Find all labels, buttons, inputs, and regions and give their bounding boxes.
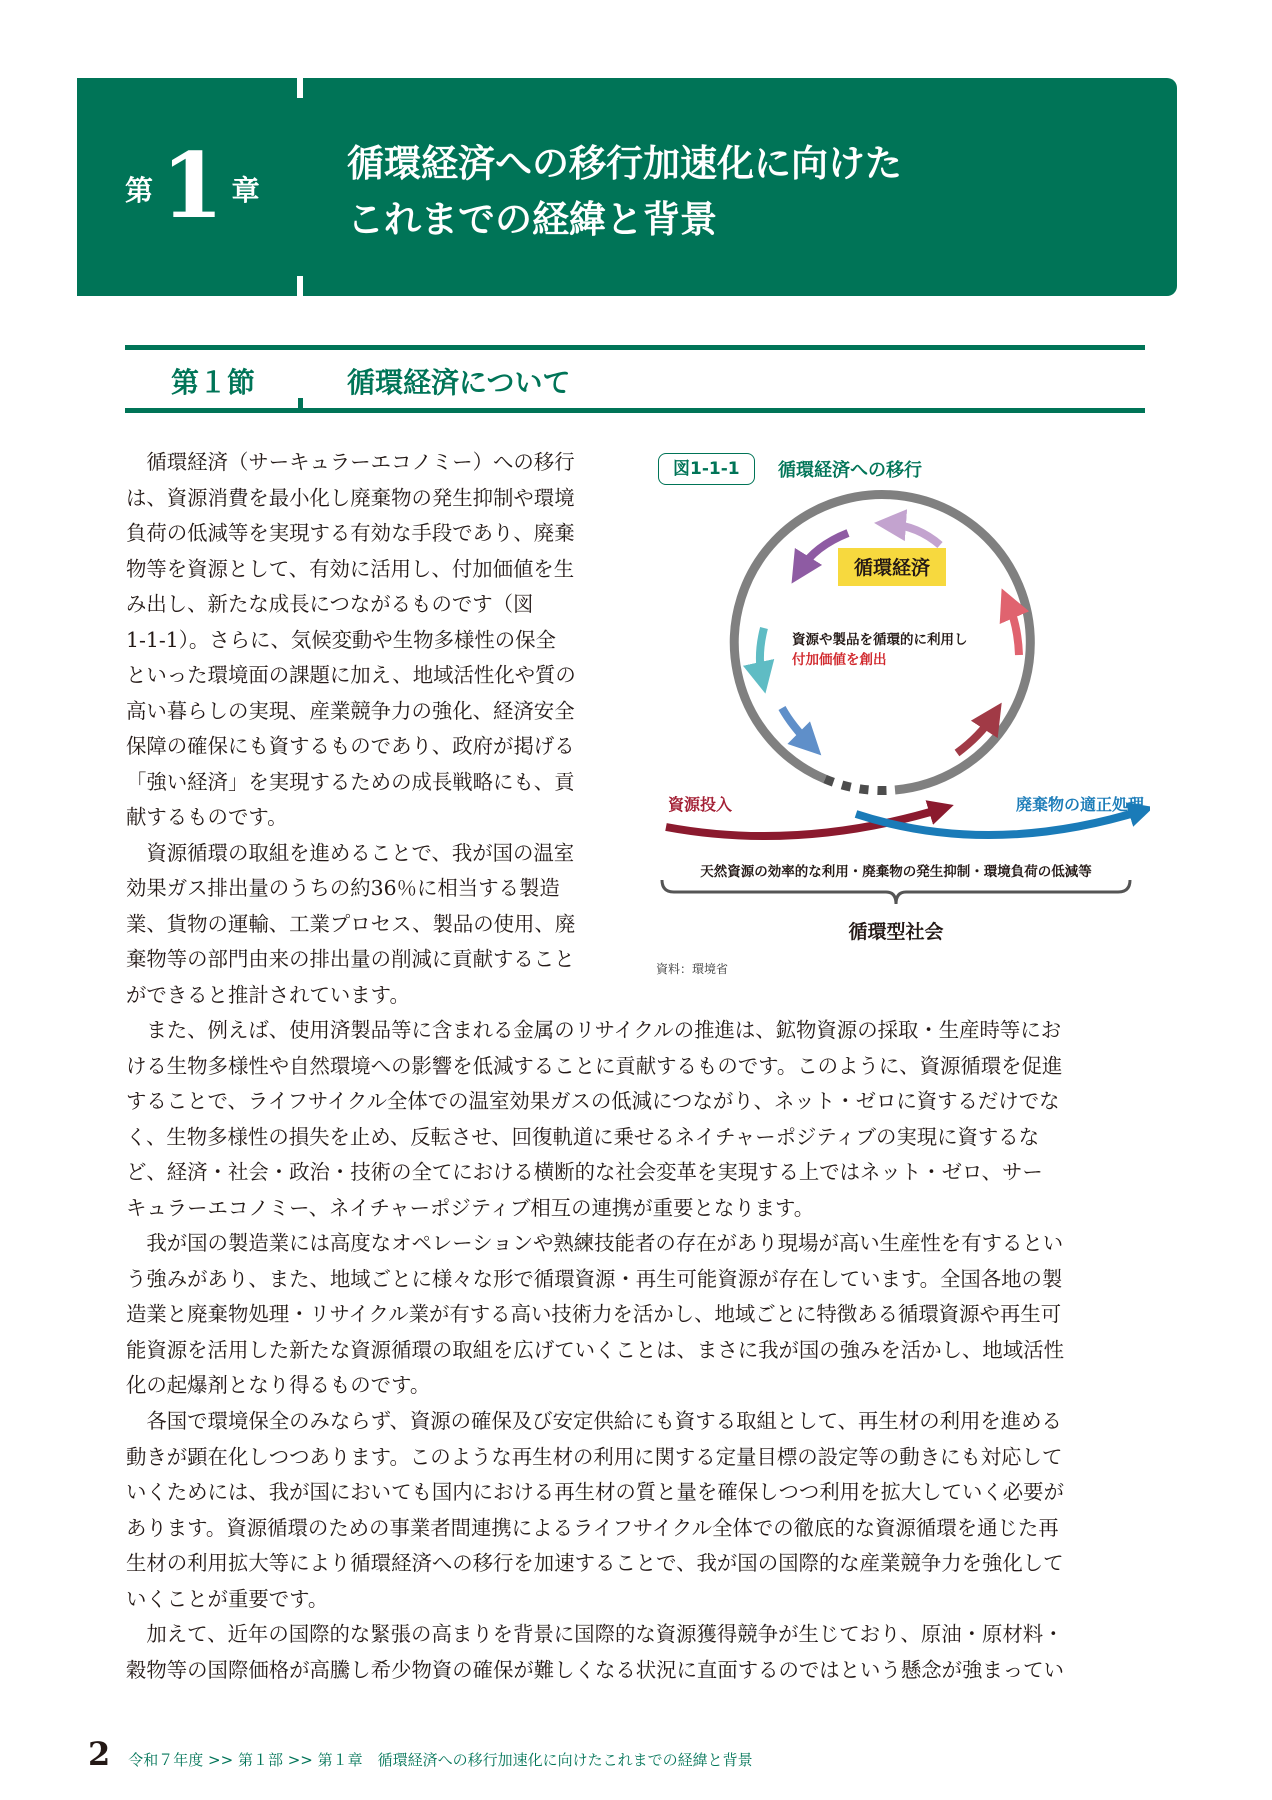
cycle-ring-gap: [825, 779, 895, 791]
text-line: う強みがあり、また、地域ごとに様々な形で循環資源・再生可能資源が存在しています。全国各地の製: [126, 1266, 1063, 1291]
text-line: 循環経済（サーキュラーエコノミー）への移行: [126, 450, 575, 474]
text-line: は、資源消費を最小化し廃棄物の発生抑制や環境: [126, 485, 575, 510]
text-line: く、生物多様性の損失を止め、反転させ、回復軌道に乗せるネイチャーポジティブの実現に資するな: [126, 1124, 1040, 1149]
text-line: 各国で環境保全のみならず、資源の確保及び安定供給にも資する取組として、再生材の利用を進める: [126, 1409, 1062, 1433]
body-paragraph-left: [126, 445, 611, 1013]
figure-1-1-1: [650, 448, 1150, 988]
chapter-prefix: 第: [125, 174, 154, 207]
cycle-arrow-icon: [1008, 603, 1019, 655]
text-line: といった環境面の課題に加え、地域活性化や質の: [126, 663, 576, 687]
section-rule: [125, 408, 1145, 413]
text-line: キュラーエコノミー、ネイチャーポジティブ相互の連携が重要となります。: [126, 1195, 815, 1220]
text-line: いくことが重要です。: [126, 1586, 329, 1611]
text-line: 我が国の製造業には高度なオペレーションや熟練技能者の存在があり現場が高い生産性を有するとい: [126, 1231, 1064, 1255]
input-label: 資源投入: [668, 795, 733, 814]
body-paragraph: [126, 1617, 1146, 1688]
section-number: 第１節: [171, 366, 256, 399]
breadcrumb: 令和７年度 >> 第１部 >> 第１章 循環経済への移行加速化に向けたこれまでの経緯と背景: [128, 1751, 753, 1769]
brace: [662, 880, 1130, 904]
text-line: いくためには、我が国においても国内における再生材の質と量を確保しつつ利用を拡大していく必要が: [126, 1480, 1064, 1504]
text-line: 動きが顕在化しつつあります。このような再生材の利用に関する定量目標の設定等の動きにも対応して: [126, 1444, 1063, 1469]
inner-text-1: 資源や製品を循環的に利用し: [792, 632, 968, 648]
text-line: 1-1-1）。さらに、気候変動や生物多様性の保全: [126, 627, 556, 652]
chapter-divider: [297, 78, 303, 98]
chapter-label: [125, 133, 260, 239]
bracket-text: 天然資源の効率的な利用・廃棄物の発生抑制・環境負荷の低減等: [700, 864, 1092, 880]
inner-text-2: 付加価値を創出: [792, 652, 887, 668]
cycle-arrow-icon: [890, 524, 940, 545]
chapter-divider: [297, 276, 303, 296]
text-line: あります。資源循環のための事業者間連携によるライフサイクル全体での徹底的な資源循環を通じた再: [126, 1515, 1059, 1540]
text-line: み出し、新たな成長につながるものです（図: [126, 592, 534, 616]
cycle-arrow-icon: [760, 628, 764, 678]
text-line: 穀物等の国際価格が高騰し希少物資の確保が難しくなる状況に直面するのではという懸念が強まってい: [126, 1657, 1064, 1682]
circular-economy-diagram: [650, 448, 1150, 968]
text-line: ける生物多様性や自然環境への影響を低減することに貢献するものです。このように、資源循環を促進: [126, 1053, 1063, 1078]
text-line: 能資源を活用した新たな資源循環の取組を広げていくことは、まさに我が国の強みを活かし、地域活性: [126, 1337, 1064, 1362]
body-paragraph: [126, 1404, 1146, 1617]
output-label: 廃棄物の適正処理: [1015, 795, 1144, 814]
section-tick: [298, 398, 303, 408]
text-line: 造業と廃棄物処理・リサイクル業が有する高い技術力を活かし、地域ごとに特徴ある循環資源や再生可: [126, 1302, 1062, 1326]
chapter-title: [347, 136, 902, 248]
figure-caption: 循環経済への移行: [778, 460, 922, 481]
text-line: 負荷の低減等を実現する有効な手段であり、廃棄: [126, 521, 575, 545]
center-label: 循環経済: [853, 557, 931, 579]
text-line: 効果ガス排出量のうちの約36％に相当する製造: [126, 876, 560, 900]
text-line: 資源循環の取組を進めることで、我が国の温室: [126, 840, 575, 865]
text-line: 高い暮らしの実現、産業競争力の強化、経済安全: [126, 698, 575, 723]
section-header: [125, 345, 1145, 413]
body-paragraph: [126, 1013, 1146, 1226]
text-line: 物等を資源として、有効に活用し、付加価値を生: [126, 556, 575, 581]
chapter-banner: [77, 78, 1177, 296]
text-line: 保障の確保にも資するものであり、政府が掲げる: [126, 734, 575, 758]
page-footer: [88, 1735, 753, 1773]
text-line: 棄物等の部門由来の排出量の削減に貢献すること: [126, 947, 575, 971]
text-line: また、例えば、使用済製品等に含まれる金属のリサイクルの推進は、鉱物資源の採取・生産時等にお: [126, 1018, 1062, 1042]
text-line: 献するものです。: [126, 805, 288, 829]
chapter-suffix: 章: [231, 174, 260, 207]
section-title: 循環経済について: [347, 366, 571, 399]
text-line: することで、ライフサイクル全体での温室効果ガスの低減につながり、ネット・ゼロに資するだけでな: [126, 1089, 1060, 1113]
figure-source: 資料：環境省: [656, 962, 729, 976]
text-line: 業、貨物の運輸、工業プロセス、製品の使用、廃: [126, 911, 576, 936]
figure-tag: 図1-1-1: [658, 453, 755, 485]
text-line: 「強い経済」を実現するための成長戦略にも、貢: [126, 769, 575, 794]
text-line: ど、経済・社会・政治・技術の全てにおける横断的な社会変革を実現する上ではネット・ゼロ、サー: [126, 1160, 1043, 1184]
chapter-title-line: これまでの経緯と背景: [347, 198, 717, 241]
text-line: 加えて、近年の国際的な緊張の高まりを背景に国際的な資源獲得競争が生じており、原油・原材料・: [126, 1622, 1064, 1646]
text-line: 生材の利用拡大等により循環経済への移行を加速することで、我が国の国際的な産業競争力を強化して: [126, 1551, 1064, 1575]
page-number: 2: [88, 1735, 111, 1773]
cycle-arrow-icon: [782, 708, 810, 744]
section-rule: [125, 345, 1145, 350]
society-label: 循環型社会: [848, 921, 944, 943]
text-line: ができると推計されています。: [126, 982, 410, 1007]
chapter-number: 1: [161, 133, 224, 239]
chapter-title-line: 循環経済への移行加速化に向けた: [347, 142, 902, 185]
text-line: 化の起爆剤となり得るものです。: [126, 1373, 431, 1397]
body-paragraph: [126, 1226, 1146, 1404]
